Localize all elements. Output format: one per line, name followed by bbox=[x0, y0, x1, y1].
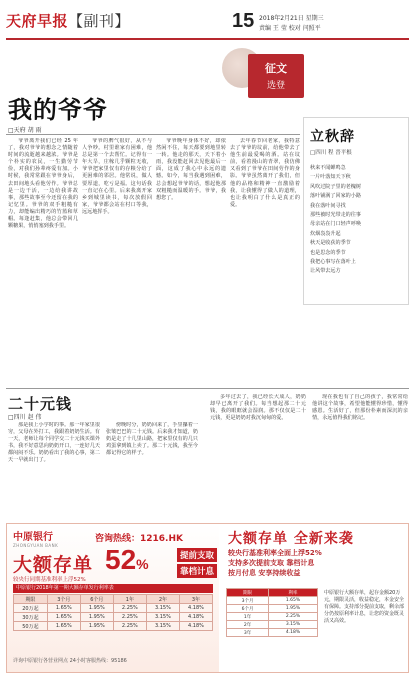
bank-advertisement[interactable] bbox=[6, 523, 409, 673]
rate-table: 期限 3个月 6个月 1年 2年 3年 20万起 1.65% 1.95% 2.25% 3.15% 4.18% 30万起 1.65% 1.95% 2.25% 3.15% 4.18% 50万起 1.65% 1.95% 2.25% 3.15% 4.18% bbox=[13, 594, 213, 631]
article-column: 那是我上小学时的事。那一年家里很穷，父母在外打工，我跟着奶奶生活。有一天，老师让每个同学交二十元钱买课外书，我不好意思向奶奶开口，一连好几天都闷闷不乐。奶奶看出了我的心事，第二天一早就出门了。 bbox=[8, 422, 100, 464]
divider bbox=[6, 388, 409, 389]
ad-badges: 提前支取 靠档计息 bbox=[177, 548, 217, 580]
divider bbox=[6, 134, 300, 135]
editor-credits: 责编 王 莹 校对 闫照平 bbox=[259, 25, 321, 32]
poem-box bbox=[303, 117, 409, 305]
ad-subline: 较央行同期基准利率上浮52% bbox=[13, 577, 86, 583]
ad-right-title: 大额存单 全新来袭 bbox=[228, 531, 354, 547]
table-row: 6个月 1.95% bbox=[227, 605, 318, 613]
ad-phone: 咨询热线：1216.HK bbox=[95, 534, 183, 544]
article-byline: □四川 赵 伟 bbox=[8, 414, 42, 421]
table-row: 30万起 1.65% 1.95% 2.25% 3.15% 4.18% bbox=[14, 613, 213, 622]
poem-title: 立秋辞 bbox=[310, 129, 355, 145]
article-column: 傍晚时分，奶奶回来了，手里攥着一张皱巴巴的二十元钱。后来我才知道，奶奶是走了十几里山路，把家里仅有的几只鸡蛋拿到镇上卖了。那二十元钱，我至今都记得它的样子。 bbox=[106, 422, 198, 457]
ad-body-text: 中原银行大额存单，起存金额20万元，期限灵活，收益稳定，本金安全有保障。支持部分提前支取，剩余部分仍按原利率计息，让您的资金既灵活又高效。 bbox=[324, 590, 405, 624]
term-rate-table: 期限 利率 3个月 1.65% 6个月 1.95% 1年 2.25% 2年 3.15% 3年 4.18% bbox=[226, 588, 318, 637]
ad-rate: 52% bbox=[105, 544, 149, 575]
page-number: 15 bbox=[232, 10, 255, 32]
article-column: 去年春节回老家，我特意去了爷爷的坟前，给他带去了他生前最爱喝的酒。站在坟前，看着漫山的青翠，我仿佛又看到了爷爷在田间劳作的身影。爷爷虽然离开了我们，但他的品格和精神一直激励着我，让我懂得了做人的道理，也让我明白了什么是真正的爱。 bbox=[230, 138, 300, 208]
article-column: 爷爷离开我们已经 25 年了，我对爷爷的想念之情随着时间的流逝越来越浓。爷爷是个朴实的农民，一生勤劳节俭，对我们孙辈疼爱有加。小时候，我常常跟在爷爷身后，去田间地头看他劳作。爷爷总是一边干活，一边给我讲故事，那些故事至今还留在我的记忆里。爷爷的双手粗糙有力，却能编出精巧的竹篮和草帽。每逢赶集，他总会带回几颗糖果，悄悄塞到我手里。 bbox=[8, 138, 78, 230]
table-row: 1年 2.25% bbox=[227, 613, 318, 621]
table-row: 2年 3.15% bbox=[227, 621, 318, 629]
ad-feature-list bbox=[228, 548, 322, 578]
article-title: 我的爷爷 bbox=[8, 95, 108, 124]
article-title: 二十元钱 bbox=[8, 395, 73, 413]
ad-footnote: 详询中原银行各营业网点 24小时客服热线：95186 bbox=[13, 658, 127, 664]
poem-byline: □四川 程 晋平根 bbox=[310, 150, 352, 156]
article-column: 多年过去了，我已经长大成人，奶奶却早已离开了我们。每当想起那二十元钱，我的眼眶就会湿润。那不仅仅是二十元钱，更是奶奶对我沉甸甸的爱。 bbox=[210, 394, 306, 422]
article-column: 现在我也有了自己的孩子，我常常给他讲这个故事，希望他能懂得珍惜，懂得感恩。生活好了，但那份朴素而深沉的亲情，永远值得我们铭记。 bbox=[312, 394, 408, 422]
table-row: 50万起 1.65% 1.95% 2.25% 3.15% 4.18% bbox=[14, 622, 213, 631]
article-column: 爷爷的脾气很好，从不与人争吵。村里谁家有困难，他总是第一个去帮忙。记得有一年大旱，庄稼几乎颗粒无收，爷爷把家里仅有的存粮分给了更困难的邻居。他常说，做人要厚道，吃亏是福。这句话我一直记在心里。后来我离开家乡到城里读书，每次放假回家，爷爷都会站在村口等我，远远地挥手。 bbox=[82, 138, 152, 215]
list-item: 支持多次提前支取 靠档计息 bbox=[228, 559, 315, 567]
table-row: 3年 4.18% bbox=[227, 629, 318, 637]
rate-table-heading: 中原银行2018年第一期大额存单发行利率表 bbox=[13, 584, 213, 593]
table-row: 20万起 1.65% 1.95% 2.25% 3.15% 4.18% bbox=[14, 604, 213, 613]
issue-date: 2018年2月21日 星期三 bbox=[259, 15, 324, 22]
table-row: 3个月 1.65% bbox=[227, 597, 318, 605]
masthead bbox=[6, 8, 409, 40]
article-byline: □天府 胡 雨 bbox=[8, 127, 42, 134]
newspaper-logo: 天府早报【副刊】 bbox=[6, 12, 131, 30]
list-item: 较央行基准利率全面上浮52% bbox=[228, 549, 322, 557]
list-item: 按月付息 安享持续收益 bbox=[228, 569, 301, 577]
ad-headline: 大额存单 bbox=[13, 554, 94, 576]
article-column: 爷爷晚年身体不好，却依然闲不住，每天都要到地里转一转。他走的那天，天下着小雨，我没能赶回去见他最后一面，这成了我心中永远的遗憾。如今，每当我遇到困难，总会想起爷爷的话，想起他那双粗糙而温暖的手。爷爷，我想您了。 bbox=[156, 138, 226, 201]
section-label: 征文 选登 bbox=[248, 54, 304, 98]
poem-lines: 秋来不闻蝉鸣急 一片叶落知天下秋 风吹过院子里的老槐树 落叶铺满了回家的小路 我在落叶间寻找 那些被时光带走的往事 母亲站在门口轻声呼唤 炊烟袅袅升起 秋天是收获的季节 也是思念的季节 我把心事写在落叶上 让风带去远方 bbox=[310, 165, 361, 275]
bank-logo: 中原银行 ZHONGYUAN BANK bbox=[13, 532, 59, 548]
